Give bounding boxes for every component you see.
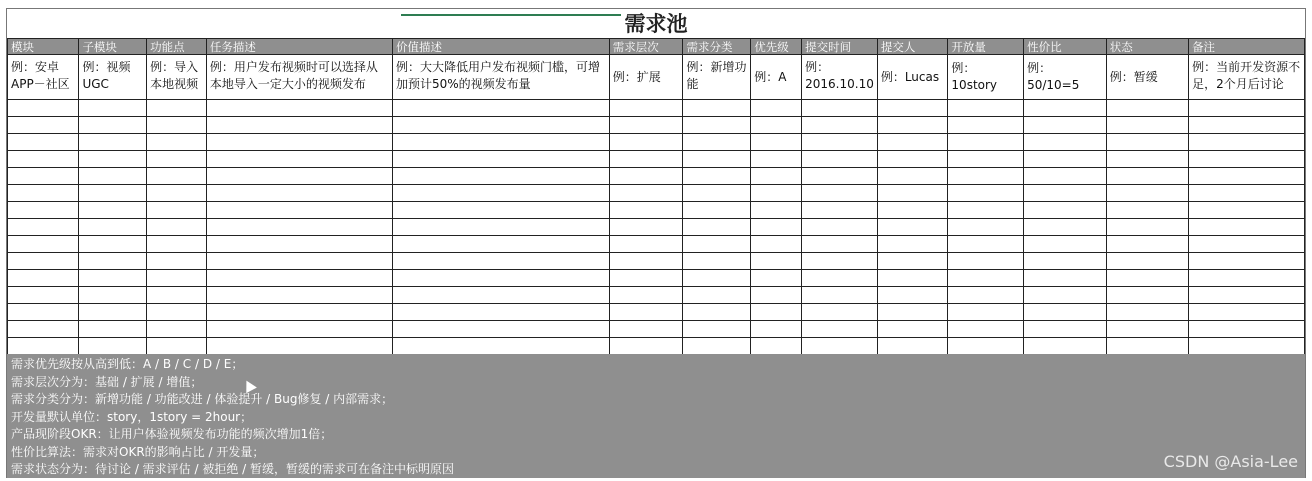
empty-cell[interactable] [1024, 270, 1107, 287]
empty-cell[interactable] [751, 287, 802, 304]
empty-cell[interactable] [393, 185, 610, 202]
empty-cell[interactable] [683, 185, 751, 202]
empty-cell[interactable] [1024, 304, 1107, 321]
empty-cell[interactable] [1189, 219, 1305, 236]
empty-cell[interactable] [1024, 185, 1107, 202]
empty-cell[interactable] [1189, 185, 1305, 202]
empty-cell[interactable] [877, 185, 948, 202]
empty-cell[interactable] [1106, 321, 1188, 338]
empty-row [8, 185, 1305, 202]
empty-cell[interactable] [147, 270, 207, 287]
empty-cell[interactable] [609, 100, 683, 117]
empty-cell[interactable] [147, 304, 207, 321]
empty-row [8, 270, 1305, 287]
example-cell[interactable]: 例：10story [948, 55, 1024, 100]
note-line: 需求优先级按从高到低：A / B / C / D / E； [11, 357, 244, 371]
header-cell[interactable]: 状态 [1106, 39, 1188, 55]
empty-cell[interactable] [206, 151, 392, 168]
empty-cell[interactable] [1189, 117, 1305, 134]
empty-cell[interactable] [1024, 219, 1107, 236]
empty-cell[interactable] [206, 270, 392, 287]
empty-cell[interactable] [8, 321, 79, 338]
empty-cell[interactable] [802, 100, 878, 117]
empty-cell[interactable] [147, 219, 207, 236]
empty-cell[interactable] [948, 185, 1024, 202]
header-cell[interactable]: 提交时间 [802, 39, 878, 55]
empty-cell[interactable] [877, 134, 948, 151]
empty-cell[interactable] [1024, 253, 1107, 270]
empty-cell[interactable] [393, 321, 610, 338]
empty-cell[interactable] [751, 117, 802, 134]
empty-cell[interactable] [1106, 338, 1188, 355]
empty-cell[interactable] [1106, 117, 1188, 134]
empty-cell[interactable] [8, 338, 79, 355]
empty-cell[interactable] [802, 270, 878, 287]
note-line: 需求分类分为：新增功能 / 功能改进 / 体验提升 / Bug修复 / 内部需求； [11, 392, 394, 406]
empty-cell[interactable] [751, 219, 802, 236]
empty-cell[interactable] [1189, 304, 1305, 321]
empty-cell[interactable] [802, 219, 878, 236]
example-cell[interactable]: 例：Lucas [877, 55, 948, 100]
empty-cell[interactable] [206, 100, 392, 117]
header-cell[interactable]: 功能点 [147, 39, 207, 55]
empty-cell[interactable] [683, 287, 751, 304]
empty-cell[interactable] [1106, 304, 1188, 321]
empty-cell[interactable] [147, 134, 207, 151]
empty-cell[interactable] [948, 117, 1024, 134]
empty-cell[interactable] [802, 338, 878, 355]
empty-cell[interactable] [609, 270, 683, 287]
empty-cell[interactable] [206, 253, 392, 270]
empty-cell[interactable] [1106, 202, 1188, 219]
empty-cell[interactable] [206, 185, 392, 202]
empty-cell[interactable] [877, 117, 948, 134]
empty-cell[interactable] [206, 134, 392, 151]
empty-cell[interactable] [877, 338, 948, 355]
example-cell[interactable]: 例：大大降低用户发布视频门槛，可增加预计50%的视频发布量 [393, 55, 610, 100]
note-line: 性价比算法：需求对OKR的影响占比 / 开发量； [11, 444, 265, 459]
empty-cell[interactable] [948, 287, 1024, 304]
empty-cell[interactable] [8, 151, 79, 168]
empty-cell[interactable] [683, 202, 751, 219]
requirement-pool-sheet [6, 8, 1306, 478]
empty-cell[interactable] [1106, 134, 1188, 151]
empty-cell[interactable] [1106, 151, 1188, 168]
empty-cell[interactable] [683, 117, 751, 134]
header-cell[interactable]: 性价比 [1024, 39, 1107, 55]
empty-row [8, 321, 1305, 338]
empty-cell[interactable] [802, 304, 878, 321]
empty-cell[interactable] [8, 219, 79, 236]
empty-cell[interactable] [206, 168, 392, 185]
empty-cell[interactable] [147, 117, 207, 134]
empty-cell[interactable] [609, 253, 683, 270]
empty-cell[interactable] [1024, 287, 1107, 304]
empty-row [8, 168, 1305, 185]
empty-row [8, 151, 1305, 168]
empty-cell[interactable] [147, 287, 207, 304]
empty-cell[interactable] [802, 151, 878, 168]
empty-cell[interactable] [393, 117, 610, 134]
note-line: 需求层次分为：基础 / 扩展 / 增值； [11, 374, 203, 389]
watermark: CSDN @Asia-Lee [1163, 452, 1298, 471]
header-cell[interactable]: 提交人 [877, 39, 948, 55]
empty-cell[interactable] [609, 287, 683, 304]
empty-cell[interactable] [1189, 134, 1305, 151]
note-line: 产品现阶段OKR：让用户体验视频发布功能的频次增加1倍； [11, 427, 333, 441]
empty-cell[interactable] [751, 236, 802, 253]
header-cell[interactable]: 模块 [8, 39, 79, 55]
empty-cell[interactable] [877, 253, 948, 270]
empty-cell[interactable] [147, 185, 207, 202]
empty-cell[interactable] [1189, 338, 1305, 355]
empty-cell[interactable] [79, 338, 147, 355]
empty-row [8, 134, 1305, 151]
example-cell[interactable]: 例：50/10=5 [1024, 55, 1107, 100]
empty-cell[interactable] [802, 236, 878, 253]
empty-cell[interactable] [751, 304, 802, 321]
empty-cell[interactable] [393, 253, 610, 270]
empty-cell[interactable] [683, 100, 751, 117]
empty-cell[interactable] [79, 270, 147, 287]
empty-row [8, 100, 1305, 117]
empty-cell[interactable] [802, 185, 878, 202]
empty-cell[interactable] [1189, 253, 1305, 270]
empty-cell[interactable] [393, 151, 610, 168]
example-cell[interactable]: 例：2016.10.10 [802, 55, 878, 100]
empty-cell[interactable] [1024, 134, 1107, 151]
sheet-title: 需求池 [624, 12, 688, 36]
example-row [8, 55, 1305, 100]
empty-cell[interactable] [802, 202, 878, 219]
empty-cell[interactable] [751, 185, 802, 202]
empty-cell[interactable] [393, 168, 610, 185]
empty-cell[interactable] [948, 134, 1024, 151]
empty-row [8, 219, 1305, 236]
empty-cell[interactable] [393, 202, 610, 219]
empty-cell[interactable] [948, 338, 1024, 355]
empty-cell[interactable] [609, 134, 683, 151]
empty-cell[interactable] [8, 117, 79, 134]
empty-cell[interactable] [1189, 270, 1305, 287]
empty-cell[interactable] [802, 321, 878, 338]
empty-row [8, 304, 1305, 321]
empty-cell[interactable] [877, 100, 948, 117]
empty-cell[interactable] [802, 253, 878, 270]
empty-row [8, 117, 1305, 134]
empty-cell[interactable] [393, 270, 610, 287]
empty-row [8, 202, 1305, 219]
empty-cell[interactable] [609, 202, 683, 219]
notes-panel [7, 354, 1305, 478]
header-cell[interactable]: 需求层次 [609, 39, 683, 55]
example-cell[interactable]: 例：当前开发资源不足，2个月后讨论 [1189, 55, 1305, 100]
empty-cell[interactable] [877, 236, 948, 253]
empty-cell[interactable] [147, 168, 207, 185]
empty-cell[interactable] [609, 117, 683, 134]
empty-cell[interactable] [1189, 168, 1305, 185]
header-cell[interactable]: 任务描述 [206, 39, 392, 55]
empty-cell[interactable] [609, 185, 683, 202]
empty-cell[interactable] [206, 304, 392, 321]
empty-cell[interactable] [393, 287, 610, 304]
empty-row [8, 287, 1305, 304]
empty-cell[interactable] [609, 304, 683, 321]
empty-cell[interactable] [1106, 287, 1188, 304]
empty-cell[interactable] [206, 202, 392, 219]
empty-cell[interactable] [683, 236, 751, 253]
header-cell[interactable]: 子模块 [79, 39, 147, 55]
empty-cell[interactable] [683, 304, 751, 321]
empty-cell[interactable] [609, 219, 683, 236]
empty-cell[interactable] [8, 185, 79, 202]
empty-cell[interactable] [683, 219, 751, 236]
empty-cell[interactable] [1024, 168, 1107, 185]
empty-cell[interactable] [683, 151, 751, 168]
empty-cell[interactable] [609, 151, 683, 168]
empty-cell[interactable] [609, 321, 683, 338]
empty-cell[interactable] [8, 287, 79, 304]
empty-cell[interactable] [79, 287, 147, 304]
empty-cell[interactable] [79, 202, 147, 219]
empty-cell[interactable] [79, 185, 147, 202]
empty-cell[interactable] [877, 168, 948, 185]
empty-cell[interactable] [1189, 100, 1305, 117]
empty-cell[interactable] [802, 134, 878, 151]
empty-cell[interactable] [948, 100, 1024, 117]
empty-cell[interactable] [393, 338, 610, 355]
empty-cell[interactable] [751, 202, 802, 219]
empty-cell[interactable] [948, 321, 1024, 338]
empty-cell[interactable] [147, 338, 207, 355]
header-cell[interactable]: 开放量 [948, 39, 1024, 55]
empty-cell[interactable] [877, 219, 948, 236]
empty-cell[interactable] [1189, 321, 1305, 338]
empty-cell[interactable] [751, 168, 802, 185]
empty-cell[interactable] [8, 270, 79, 287]
empty-cell[interactable] [948, 270, 1024, 287]
example-cell[interactable]: 例：新增功能 [683, 55, 751, 100]
empty-cell[interactable] [877, 321, 948, 338]
empty-cell[interactable] [79, 168, 147, 185]
example-cell[interactable]: 例：暂缓 [1106, 55, 1188, 100]
empty-cell[interactable] [948, 151, 1024, 168]
empty-cell[interactable] [147, 236, 207, 253]
empty-cell[interactable] [1106, 185, 1188, 202]
empty-cell[interactable] [1189, 236, 1305, 253]
empty-cell[interactable] [609, 168, 683, 185]
empty-row [8, 338, 1305, 355]
empty-cell[interactable] [683, 134, 751, 151]
empty-cell[interactable] [751, 270, 802, 287]
empty-row [8, 236, 1305, 253]
empty-cell[interactable] [79, 219, 147, 236]
empty-cell[interactable] [1024, 100, 1107, 117]
empty-cell[interactable] [751, 134, 802, 151]
empty-cell[interactable] [877, 304, 948, 321]
empty-cell[interactable] [147, 151, 207, 168]
empty-cell[interactable] [8, 253, 79, 270]
header-row [8, 39, 1305, 55]
empty-cell[interactable] [1189, 202, 1305, 219]
empty-cell[interactable] [609, 338, 683, 355]
empty-cell[interactable] [1106, 236, 1188, 253]
example-cell[interactable]: 例：导入本地视频 [147, 55, 207, 100]
empty-cell[interactable] [877, 202, 948, 219]
empty-cell[interactable] [8, 304, 79, 321]
empty-cell[interactable] [1189, 151, 1305, 168]
empty-cell[interactable] [8, 236, 79, 253]
empty-cell[interactable] [147, 253, 207, 270]
empty-cell[interactable] [1024, 151, 1107, 168]
empty-cell[interactable] [393, 100, 610, 117]
empty-cell[interactable] [802, 287, 878, 304]
empty-cell[interactable] [147, 100, 207, 117]
example-cell[interactable]: 例：安卓APP－社区 [8, 55, 79, 100]
example-cell[interactable]: 例：扩展 [609, 55, 683, 100]
empty-cell[interactable] [877, 270, 948, 287]
empty-cell[interactable] [683, 270, 751, 287]
example-cell[interactable]: 例：用户发布视频时可以选择从本地导入一定大小的视频发布 [206, 55, 392, 100]
empty-cell[interactable] [393, 304, 610, 321]
empty-cell[interactable] [8, 134, 79, 151]
empty-cell[interactable] [751, 321, 802, 338]
empty-cell[interactable] [683, 253, 751, 270]
empty-cell[interactable] [206, 287, 392, 304]
empty-cell[interactable] [751, 253, 802, 270]
empty-cell[interactable] [683, 321, 751, 338]
empty-cell[interactable] [948, 202, 1024, 219]
header-cell[interactable]: 优先级 [751, 39, 802, 55]
empty-cell[interactable] [751, 100, 802, 117]
empty-cell[interactable] [206, 338, 392, 355]
empty-cell[interactable] [206, 321, 392, 338]
empty-cell[interactable] [1024, 202, 1107, 219]
empty-cell[interactable] [683, 338, 751, 355]
empty-cell[interactable] [877, 287, 948, 304]
empty-cell[interactable] [948, 304, 1024, 321]
example-cell[interactable]: 例：视频UGC [79, 55, 147, 100]
empty-cell[interactable] [8, 202, 79, 219]
empty-cell[interactable] [206, 219, 392, 236]
empty-cell[interactable] [79, 134, 147, 151]
header-cell[interactable]: 需求分类 [683, 39, 751, 55]
empty-cell[interactable] [877, 151, 948, 168]
empty-cell[interactable] [802, 117, 878, 134]
empty-cell[interactable] [1106, 168, 1188, 185]
header-cell[interactable]: 价值描述 [393, 39, 610, 55]
empty-cell[interactable] [79, 253, 147, 270]
empty-cell[interactable] [393, 219, 610, 236]
empty-cell[interactable] [948, 253, 1024, 270]
empty-cell[interactable] [1189, 287, 1305, 304]
empty-cell[interactable] [79, 100, 147, 117]
empty-cell[interactable] [206, 117, 392, 134]
note-line: 开发量默认单位：story，1story = 2hour； [11, 409, 253, 424]
empty-cell[interactable] [206, 236, 392, 253]
empty-cell[interactable] [683, 168, 751, 185]
empty-cell[interactable] [609, 236, 683, 253]
empty-cell[interactable] [1024, 321, 1107, 338]
empty-cell[interactable] [1106, 100, 1188, 117]
empty-cell[interactable] [393, 134, 610, 151]
empty-cell[interactable] [79, 304, 147, 321]
empty-cell[interactable] [751, 338, 802, 355]
empty-cell[interactable] [948, 168, 1024, 185]
empty-cell[interactable] [8, 100, 79, 117]
empty-cell[interactable] [1106, 270, 1188, 287]
empty-cell[interactable] [8, 168, 79, 185]
empty-cell[interactable] [79, 236, 147, 253]
empty-cell[interactable] [802, 168, 878, 185]
empty-cell[interactable] [751, 151, 802, 168]
requirement-table [7, 38, 1305, 355]
empty-cell[interactable] [79, 321, 147, 338]
empty-cell[interactable] [1024, 338, 1107, 355]
empty-cell[interactable] [79, 151, 147, 168]
empty-cell[interactable] [948, 236, 1024, 253]
empty-cell[interactable] [147, 202, 207, 219]
empty-cell[interactable] [1106, 219, 1188, 236]
note-line: 需求状态分为：待讨论 / 需求评估 / 被拒绝 / 暂缓，暂缓的需求可在备注中标明原因 [11, 462, 455, 476]
header-cell[interactable]: 备注 [1189, 39, 1305, 55]
empty-cell[interactable] [948, 219, 1024, 236]
empty-cell[interactable] [1024, 236, 1107, 253]
example-cell[interactable]: 例：A [751, 55, 802, 100]
empty-cell[interactable] [1024, 117, 1107, 134]
empty-cell[interactable] [147, 321, 207, 338]
empty-cell[interactable] [393, 236, 610, 253]
empty-cell[interactable] [1106, 253, 1188, 270]
empty-row [8, 253, 1305, 270]
empty-cell[interactable] [79, 117, 147, 134]
